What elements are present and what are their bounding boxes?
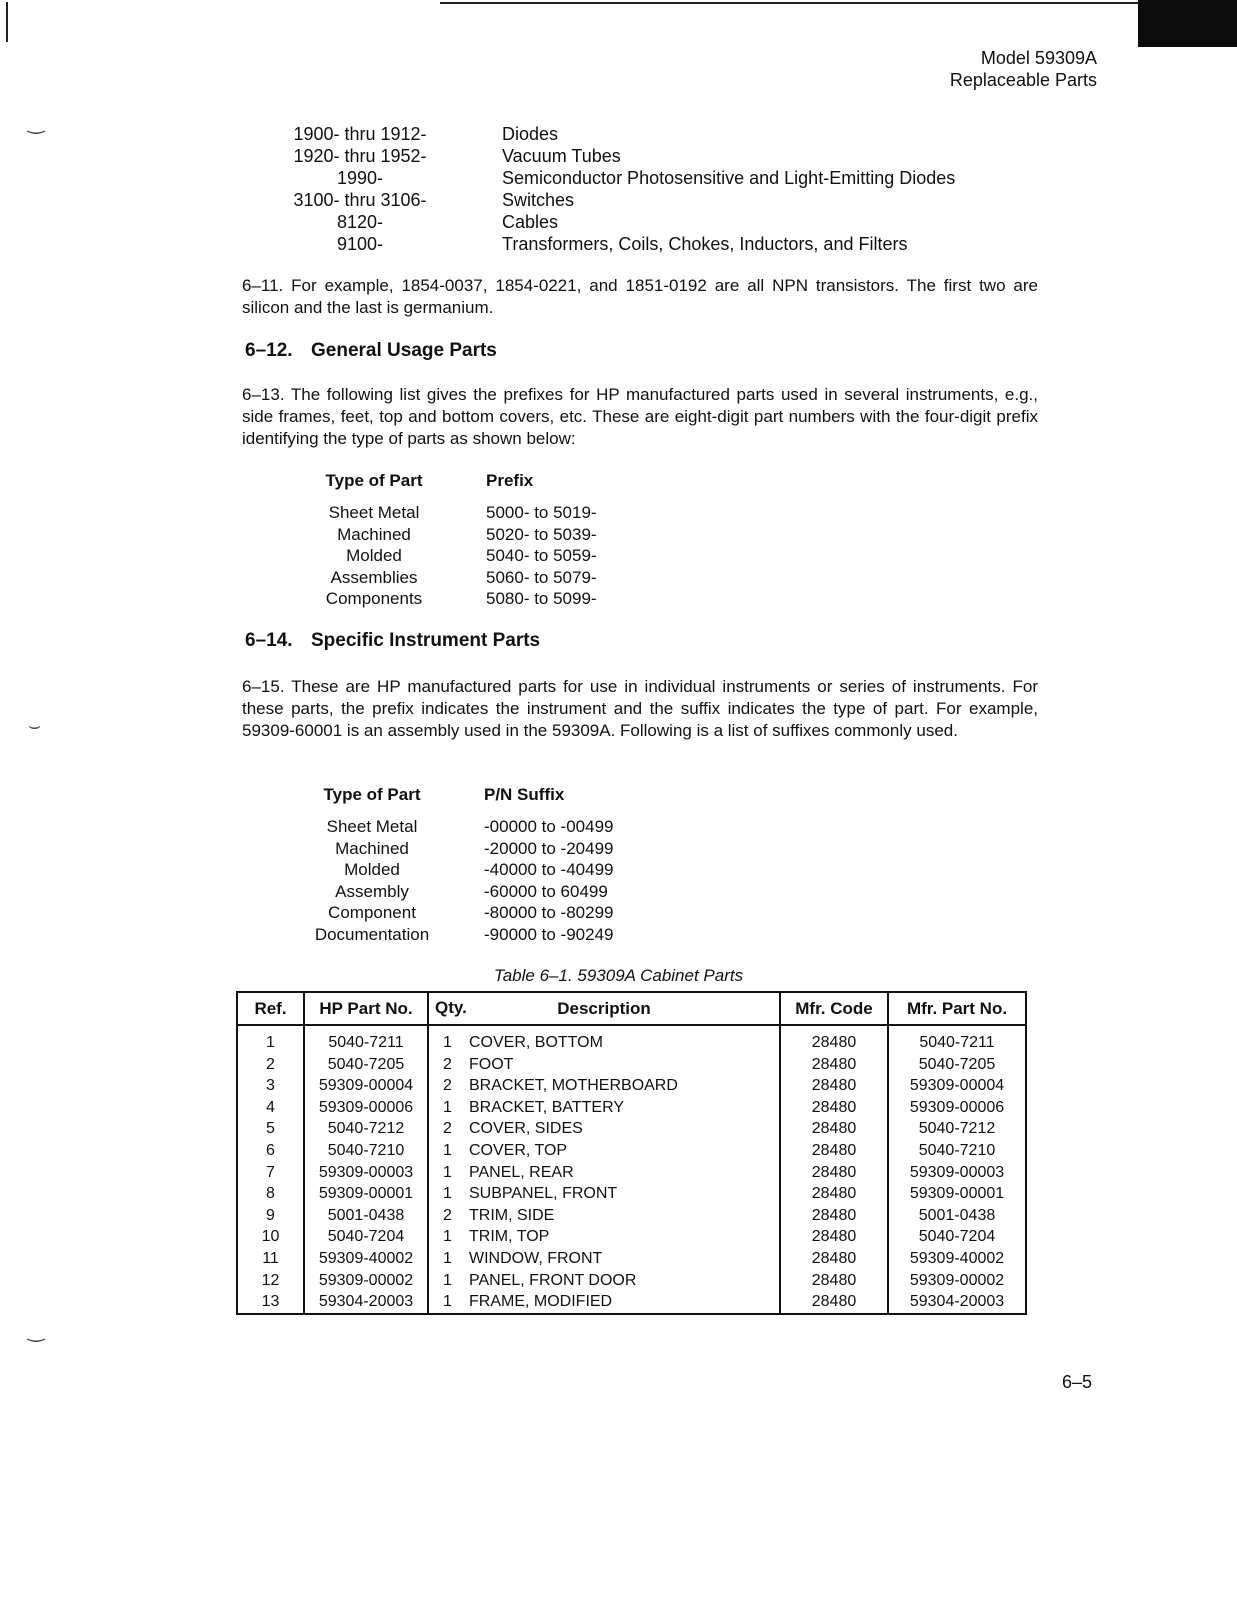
ref-cell: 1 — [237, 1025, 304, 1054]
qty-desc-cell — [428, 1025, 780, 1054]
table-header-row — [237, 992, 1026, 1025]
col-type-header: Type of Part — [325, 471, 423, 490]
qty-desc-cell — [428, 1205, 780, 1227]
type-cell: Assemblies — [330, 567, 418, 587]
margin-mark: ‿ — [28, 1320, 45, 1342]
desc-cell: PANEL, FRONT DOOR — [469, 1271, 637, 1289]
mfr-code-cell: 28480 — [780, 1097, 888, 1119]
suffix-cell: -20000 to -20499 — [484, 838, 614, 858]
header-section: Replaceable Parts — [949, 70, 1097, 90]
suffix-cell: -40000 to -40499 — [484, 860, 614, 880]
desc-cell: COVER, TOP — [469, 1141, 568, 1159]
table-row — [300, 859, 614, 881]
qty-cell: 1 — [443, 1098, 452, 1116]
paragraph-6-11: 6–11. For example, 1854-0037, 1854-0221, and 1851-0192 are all NPN transistors. The first two are silicon and the last is germanium. — [242, 276, 1038, 317]
qty-desc-cell — [428, 1162, 780, 1184]
table-row — [237, 1270, 1026, 1292]
hp-part-cell: 5001-0438 — [304, 1205, 428, 1227]
top-rule — [440, 2, 1140, 4]
suffix-cell: -00000 to -00499 — [484, 817, 614, 836]
prefix-code: 9100- — [336, 234, 384, 254]
qty-cell: 2 — [443, 1077, 452, 1095]
mfr-part-cell: 5040-7211 — [888, 1025, 1026, 1054]
prefix-cell: 5080- to 5099- — [486, 589, 597, 609]
general-usage-table — [302, 470, 597, 610]
prefix-desc: Transformers, Coils, Chokes, Inductors, and Filters — [502, 234, 908, 254]
prefix-desc: Switches — [502, 190, 575, 210]
hp-part-cell: 59309-00006 — [304, 1097, 428, 1119]
hp-part-cell: 59304-20003 — [304, 1291, 428, 1314]
qty-desc-cell — [428, 1097, 780, 1119]
prefix-code: 1900- thru 1912- — [293, 124, 427, 144]
table-row — [237, 1054, 1026, 1076]
section-title: Specific Instrument Parts — [311, 630, 541, 651]
col-prefix-header: Prefix — [486, 471, 534, 490]
table-row — [300, 816, 614, 838]
table-row — [237, 1118, 1026, 1140]
col-mfr-code-header: Mfr. Code — [780, 992, 888, 1025]
mfr-code-cell: 28480 — [780, 1118, 888, 1140]
mfr-code-cell: 28480 — [780, 1226, 888, 1248]
mfr-part-cell: 5040-7204 — [888, 1226, 1026, 1248]
header-model: Model 59309A — [980, 48, 1097, 68]
table-row — [237, 1183, 1026, 1205]
desc-cell: BRACKET, BATTERY — [469, 1098, 624, 1116]
prefix-code: 8120- — [336, 212, 384, 232]
type-cell: Molded — [344, 860, 400, 880]
prefix-code: 1990- — [336, 168, 384, 188]
table-header — [300, 784, 614, 806]
paragraph-6-13: 6–13. The following list gives the prefixes for HP manufactured parts used in several instruments, e.g., side frames, feet, top and bottom covers, etc. These are eight-digit part numbers with the four-digit prefix identifying the type of parts as shown below: — [242, 385, 1038, 448]
hp-part-cell: 5040-7210 — [304, 1140, 428, 1162]
mfr-part-cell: 59309-00004 — [888, 1075, 1026, 1097]
ref-cell: 7 — [237, 1162, 304, 1184]
type-cell: Machined — [337, 524, 411, 544]
mfr-code-cell: 28480 — [780, 1183, 888, 1205]
table-row — [300, 902, 614, 924]
mfr-code-cell: 28480 — [780, 1025, 888, 1054]
desc-cell: SUBPANEL, FRONT — [469, 1185, 618, 1203]
col-qty-header: Qty. — [435, 998, 467, 1017]
qty-desc-cell — [428, 1183, 780, 1205]
desc-cell: BRACKET, MOTHERBOARD — [469, 1077, 678, 1095]
mfr-part-cell: 59309-00003 — [888, 1162, 1026, 1184]
hp-part-cell: 5040-7205 — [304, 1054, 428, 1076]
hp-part-cell: 59309-00003 — [304, 1162, 428, 1184]
table-header — [302, 470, 597, 492]
type-cell: Machined — [335, 838, 409, 858]
qty-cell: 1 — [443, 1163, 452, 1181]
prefix-desc: Cables — [502, 212, 559, 232]
mfr-code-cell: 28480 — [780, 1291, 888, 1314]
list-item — [280, 211, 955, 233]
type-cell: Sheet Metal — [328, 503, 420, 522]
specific-instrument-table — [300, 784, 614, 946]
prefix-cell: 5040- to 5059- — [486, 546, 597, 566]
ref-cell: 5 — [237, 1118, 304, 1140]
col-ref-header: Ref. — [237, 992, 304, 1025]
qty-desc-cell — [428, 1248, 780, 1270]
qty-cell: 1 — [443, 1185, 452, 1203]
col-mfr-part-header: Mfr. Part No. — [888, 992, 1026, 1025]
table-row — [237, 1075, 1026, 1097]
mfr-code-cell: 28480 — [780, 1162, 888, 1184]
col-desc-header: Description — [557, 998, 651, 1018]
hp-part-cell: 5040-7212 — [304, 1118, 428, 1140]
paragraph-6-15: 6–15. These are HP manufactured parts for use in individual instruments or series of instruments. For these parts, the prefix indicates the instrument and the suffix indicates the type of part. For example, 59309-60001 is an assembly used in the 59309A. Following is a list of suffixes commonly used. — [242, 677, 1038, 740]
desc-cell: TRIM, TOP — [469, 1228, 550, 1246]
page-number: 6–5 — [1061, 1372, 1092, 1392]
desc-cell: WINDOW, FRONT — [469, 1249, 603, 1267]
type-cell: Molded — [346, 546, 402, 566]
mfr-code-cell: 28480 — [780, 1205, 888, 1227]
mfr-code-cell: 28480 — [780, 1248, 888, 1270]
type-cell: Components — [325, 589, 423, 609]
type-cell: Component — [328, 903, 416, 923]
table-row — [300, 838, 614, 860]
prefix-desc: Semiconductor Photosensitive and Light-Emitting Diodes — [502, 168, 956, 188]
qty-cell: 2 — [443, 1120, 452, 1138]
mfr-code-cell: 28480 — [780, 1270, 888, 1292]
qty-desc-cell — [428, 1226, 780, 1248]
qty-desc-cell — [428, 1270, 780, 1292]
desc-cell: FRAME, MODIFIED — [469, 1293, 613, 1311]
mfr-part-cell: 5001-0438 — [888, 1205, 1026, 1227]
suffix-cell: -60000 to 60499 — [484, 881, 608, 901]
desc-cell: TRIM, SIDE — [469, 1206, 555, 1224]
list-item — [280, 189, 955, 211]
qty-desc-cell — [428, 1291, 780, 1314]
suffix-cell: -90000 to -90249 — [484, 924, 614, 944]
type-cell: Assembly — [335, 881, 409, 901]
prefix-list — [280, 123, 955, 255]
ref-cell: 6 — [237, 1140, 304, 1162]
cabinet-parts-table — [236, 991, 1027, 1315]
mfr-code-cell: 28480 — [780, 1054, 888, 1076]
table-row — [237, 1097, 1026, 1119]
table-row — [237, 1162, 1026, 1184]
qty-cell: 2 — [443, 1206, 452, 1224]
hp-part-cell: 59309-00001 — [304, 1183, 428, 1205]
hp-part-cell: 59309-00002 — [304, 1270, 428, 1292]
table-row — [302, 567, 597, 589]
col-qty-desc-header — [428, 992, 780, 1025]
mfr-part-cell: 59304-20003 — [888, 1291, 1026, 1314]
mfr-part-cell: 59309-00001 — [888, 1183, 1026, 1205]
prefix-desc: Diodes — [502, 124, 559, 144]
prefix-cell: 5060- to 5079- — [486, 567, 597, 587]
prefix-cell: 5020- to 5039- — [486, 524, 597, 544]
ref-cell: 3 — [237, 1075, 304, 1097]
section-heading-6-12 — [245, 340, 497, 362]
desc-cell: COVER, BOTTOM — [469, 1034, 603, 1051]
binding-mark — [6, 2, 8, 42]
section-heading-6-14 — [245, 630, 540, 652]
table-caption: Table 6–1. 59309A Cabinet Parts — [493, 966, 744, 985]
col-suffix-header: P/N Suffix — [484, 785, 565, 804]
qty-desc-cell — [428, 1075, 780, 1097]
qty-cell: 1 — [443, 1141, 452, 1159]
ref-cell: 13 — [237, 1291, 304, 1314]
margin-mark: ⌣ — [28, 715, 42, 737]
mfr-part-cell: 59309-40002 — [888, 1248, 1026, 1270]
margin-mark: ‿ — [28, 112, 45, 134]
col-type-header: Type of Part — [323, 785, 421, 804]
ref-cell: 10 — [237, 1226, 304, 1248]
table-row — [237, 1291, 1026, 1314]
mfr-part-cell: 5040-7205 — [888, 1054, 1026, 1076]
prefix-desc: Vacuum Tubes — [502, 146, 621, 166]
hp-part-cell: 59309-00004 — [304, 1075, 428, 1097]
desc-cell: COVER, SIDES — [469, 1120, 583, 1138]
table-row — [300, 924, 614, 946]
qty-desc-cell — [428, 1140, 780, 1162]
type-cell: Documentation — [314, 924, 430, 944]
table-row — [237, 1226, 1026, 1248]
qty-desc-cell — [428, 1118, 780, 1140]
table-row — [300, 881, 614, 903]
table-row — [237, 1205, 1026, 1227]
mfr-part-cell: 59309-00006 — [888, 1097, 1026, 1119]
mfr-code-cell: 28480 — [780, 1075, 888, 1097]
hp-part-cell: 59309-40002 — [304, 1248, 428, 1270]
prefix-code: 1920- thru 1952- — [293, 146, 427, 166]
mfr-part-cell: 5040-7210 — [888, 1140, 1026, 1162]
hp-part-cell: 5040-7204 — [304, 1226, 428, 1248]
type-cell: Sheet Metal — [326, 817, 418, 836]
ref-cell: 12 — [237, 1270, 304, 1292]
table-row — [237, 1140, 1026, 1162]
qty-cell: 1 — [443, 1228, 452, 1246]
ref-cell: 4 — [237, 1097, 304, 1119]
table-row — [237, 1248, 1026, 1270]
mfr-part-cell: 59309-00002 — [888, 1270, 1026, 1292]
qty-cell: 1 — [443, 1293, 452, 1311]
col-hp-part-header: HP Part No. — [304, 992, 428, 1025]
qty-desc-cell — [428, 1054, 780, 1076]
qty-cell: 1 — [443, 1271, 452, 1289]
qty-cell: 1 — [443, 1034, 452, 1051]
list-item — [280, 167, 955, 189]
mfr-part-cell: 5040-7212 — [888, 1118, 1026, 1140]
suffix-cell: -80000 to -80299 — [484, 903, 614, 923]
qty-cell: 2 — [443, 1055, 452, 1073]
list-item — [280, 123, 955, 145]
qty-cell: 1 — [443, 1249, 452, 1267]
section-number: 6–14. — [245, 630, 293, 651]
page-header — [950, 47, 1097, 91]
prefix-code: 3100- thru 3106- — [293, 190, 427, 210]
ref-cell: 8 — [237, 1183, 304, 1205]
table-row — [302, 545, 597, 567]
hp-part-cell: 5040-7211 — [304, 1025, 428, 1054]
section-title: General Usage Parts — [311, 340, 497, 361]
table-row — [302, 588, 597, 610]
table-row — [302, 502, 597, 524]
ref-cell: 9 — [237, 1205, 304, 1227]
section-number: 6–12. — [245, 340, 293, 361]
mfr-code-cell: 28480 — [780, 1140, 888, 1162]
desc-cell: FOOT — [469, 1055, 514, 1073]
ref-cell: 11 — [237, 1248, 304, 1270]
prefix-cell: 5000- to 5019- — [486, 503, 597, 522]
ref-cell: 2 — [237, 1054, 304, 1076]
desc-cell: PANEL, REAR — [469, 1163, 574, 1181]
list-item — [280, 233, 955, 255]
page-tab-marker — [1138, 0, 1237, 47]
table-row — [237, 1025, 1026, 1054]
list-item — [280, 145, 955, 167]
table-row — [302, 524, 597, 546]
